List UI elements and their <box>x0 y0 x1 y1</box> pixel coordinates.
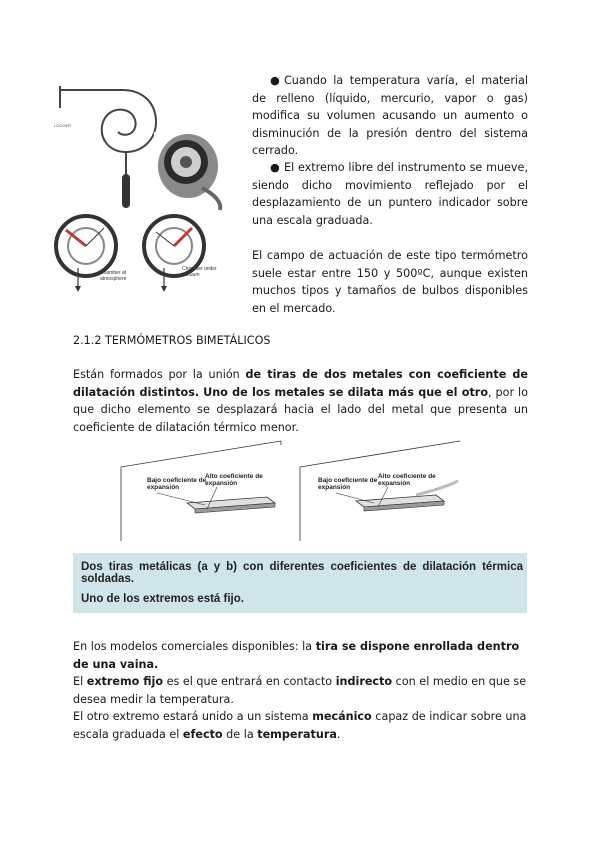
bimetal-figure-right <box>296 437 466 547</box>
intro-text: Están formados por la unión <box>73 368 246 381</box>
closing-text: capaz de indicar sobre una escala graduada el <box>73 710 527 741</box>
caption-line-1: Dos tiras metálicas (a y b) con diferentes coeficientes de dilatación térmica soldadas. <box>81 561 523 585</box>
closing-paragraph <box>73 638 529 744</box>
range-paragraph: El campo de actuación de este tipo termómetro suele estar entre 150 y 500ºC, aunque existen muchos tipos y tamaños de bulbos disponibles en el mercado. <box>252 249 528 315</box>
intro-bold: de tiras de dos metales con coeficiente de dilatación distintos. <box>73 368 528 399</box>
thermometer-figure-drawing <box>52 78 228 294</box>
bullet-text: El extremo libre del instrumento se mueve, siendo dicho movimiento reflejado por el desplazamiento de un puntero indicador sobre una escala graduada. <box>252 161 528 227</box>
gauge-right <box>144 216 204 292</box>
chamber-vacuum-label: Chamber under vacuum <box>182 266 217 278</box>
bullet-glyph: ● <box>270 161 280 174</box>
bimetal-right-drawing <box>296 437 466 547</box>
intro-paragraph <box>73 366 528 436</box>
closing-line-2 <box>73 673 529 708</box>
bimetal-left-drawing <box>117 437 285 547</box>
closing-bold: indirecto <box>335 675 393 689</box>
closing-bold: temperatura <box>257 727 337 741</box>
closing-line-3 <box>73 708 529 743</box>
closing-text: El otro extremo estará unido a un sistema <box>73 710 313 724</box>
figure-caption <box>73 553 527 613</box>
closing-bold: mecánico <box>312 710 372 724</box>
scale-mark: LOGGER <box>54 123 72 128</box>
closing-bold: extremo fijo <box>86 675 164 689</box>
high-coefficient-label: Alto coeficiente de expansión <box>378 473 436 487</box>
closing-text: En los modelos comerciales disponibles: la <box>73 640 316 653</box>
closing-line-1 <box>73 638 529 673</box>
section-heading: 2.1.2 TERMÓMETROS BIMETÁLICOS <box>73 334 271 347</box>
high-coefficient-label: Alto coeficiente de expansión <box>205 473 263 487</box>
caption-line-2: Uno de los extremos está fijo. <box>81 593 244 605</box>
chamber-atmosphere-label: Chamber at atmosphere <box>100 270 127 282</box>
bullet-item-2 <box>252 159 528 229</box>
intro-bold: Uno de los metales se dilata más que el otro <box>203 385 489 399</box>
closing-text: es el que entrará en contacto <box>163 675 336 689</box>
closing-bold: efecto <box>182 727 223 741</box>
bimetal-figure-left <box>117 437 285 547</box>
closing-text: con el medio en que se desea medir la temperatura. <box>73 675 527 706</box>
closing-text: . <box>336 727 341 741</box>
intro-text: , por lo que dicho elemento se desplazará hacia el lado del metal que presenta un coeficiente de dilatación térmico menor. <box>73 385 528 434</box>
closing-bold: tira se dispone enrollada dentro de una vaina. <box>73 640 520 671</box>
low-coefficient-label: Bajo coeficiente de expansión <box>318 477 378 491</box>
bullet-glyph: ● <box>270 74 280 87</box>
thermometer-figure <box>52 78 228 294</box>
closing-text: de la <box>222 727 258 741</box>
closing-text: El <box>73 675 87 689</box>
bullet-item-1 <box>252 72 528 160</box>
bullet-text: Cuando la temperatura varía, el material de relleno (líquido, mercurio, vapor o gas) modifica su volumen acusando un aumento o disminución de la presión dentro del sistema cerrado. <box>252 74 528 158</box>
low-coefficient-label: Bajo coeficiente de expansión <box>147 477 207 491</box>
